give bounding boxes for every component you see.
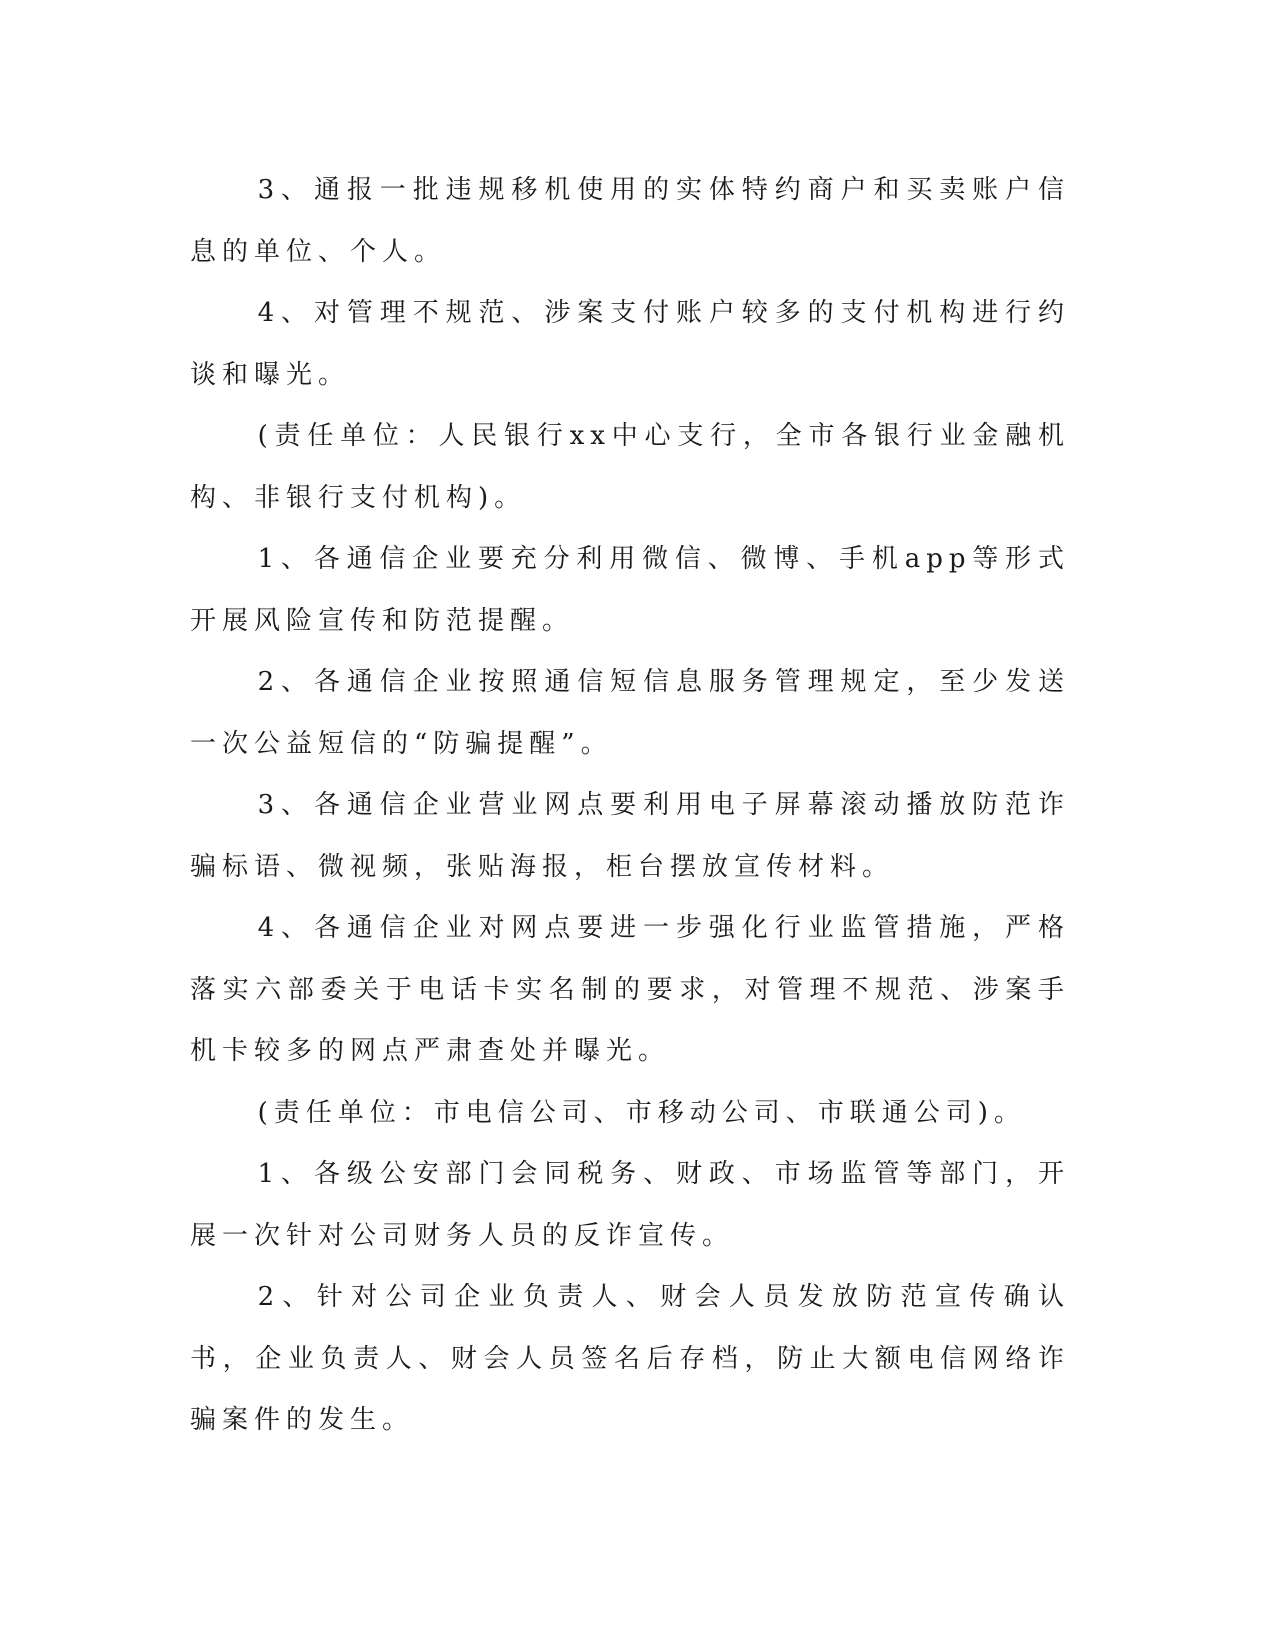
paragraph-item-2-confirmation-letter: 2、针对公司企业负责人、财会人员发放防范宣传确认书，企业负责人、财会人员签名后存档，防止大额电信网络诈骗案件的发生。 (190, 1282, 1070, 1435)
paragraph-item-4-outlet-supervision: 4、各通信企业对网点要进一步强化行业监管措施，严格落实六部委关于电话卡实名制的要求，对管理不规范、涉案手机卡较多的网点严肃查处并曝光。 (190, 913, 1070, 1066)
paragraph-item-3-screen-display: 3、各通信企业营业网点要利用电子屏幕滚动播放防范诈骗标语、微视频，张贴海报，柜台摆放宣传材料。 (190, 790, 1070, 882)
paragraph-responsible-units-telecom: (责任单位：市电信公司、市移动公司、市联通公司)。 (257, 1097, 1026, 1128)
paragraph-item-3-report-merchants: 3、通报一批违规移机使用的实体特约商户和买卖账户信息的单位、个人。 (190, 175, 1070, 267)
paragraph-item-2-sms-reminder: 2、各通信企业按照通信短信息服务管理规定，至少发送一次公益短信的“防骗提醒”。 (190, 667, 1070, 759)
paragraph-responsible-units-bank: (责任单位：人民银行xx中心支行，全市各银行业金融机构、非银行支付机构)。 (190, 421, 1070, 513)
paragraph-item-4-payment-institutions: 4、对管理不规范、涉案支付账户较多的支付机构进行约谈和曝光。 (190, 298, 1070, 390)
document-body (190, 160, 1070, 1452)
paragraph-item-1-police-publicity: 1、各级公安部门会同税务、财政、市场监管等部门，开展一次针对公司财务人员的反诈宣传。 (190, 1159, 1070, 1251)
paragraph-item-1-telecom-publicity: 1、各通信企业要充分利用微信、微博、手机app等形式开展风险宣传和防范提醒。 (190, 544, 1070, 636)
